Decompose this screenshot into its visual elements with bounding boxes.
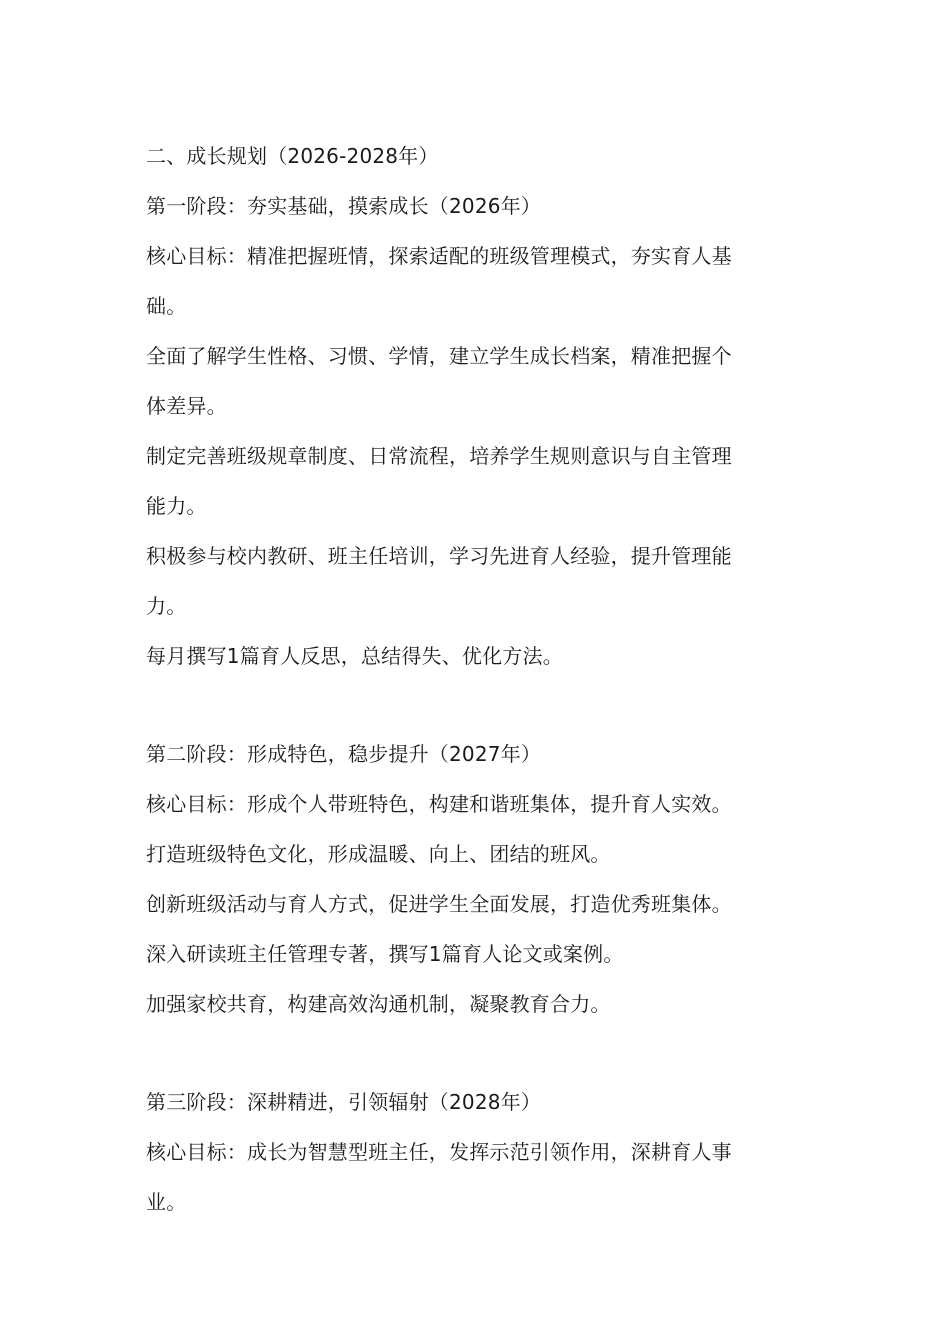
stage3-goal-line1: 核心目标：成长为智慧型班主任，发挥示范引领作用，深耕育人事 [146,1140,732,1164]
stage1-item4: 每月撰写1篇育人反思，总结得失、优化方法。 [146,644,563,668]
stage2-item3: 深入研读班主任管理专著，撰写1篇育人论文或案例。 [146,942,624,966]
document-body [146,131,810,1227]
blank-line [146,681,810,729]
stage1-goal-line2: 础。 [146,294,187,318]
stage1-item1-line1: 全面了解学生性格、习惯、学情，建立学生成长档案，精准把握个 [146,344,732,368]
stage3-goal-line2: 业。 [146,1190,187,1214]
blank-line [146,1029,810,1077]
stage1-item3-line1: 积极参与校内教研、班主任培训，学习先进育人经验，提升管理能 [146,544,732,568]
stage2-title: 第二阶段：形成特色，稳步提升（2027年） [146,742,542,766]
stage3-title: 第三阶段：深耕精进，引领辐射（2028年） [146,1090,542,1114]
stage2-item1: 打造班级特色文化，形成温暖、向上、团结的班风。 [146,842,611,866]
stage1-title: 第一阶段：夯实基础，摸索成长（2026年） [146,194,542,218]
stage1-item3-line2: 力。 [146,594,187,618]
stage1-item2-line2: 能力。 [146,494,207,518]
stage1-item2-line1: 制定完善班级规章制度、日常流程，培养学生规则意识与自主管理 [146,444,732,468]
stage2-goal: 核心目标：形成个人带班特色，构建和谐班集体，提升育人实效。 [146,792,732,816]
stage1-goal-line1: 核心目标：精准把握班情，探索适配的班级管理模式，夯实育人基 [146,244,732,268]
stage2-item2: 创新班级活动与育人方式，促进学生全面发展，打造优秀班集体。 [146,892,732,916]
stage2-item4: 加强家校共育，构建高效沟通机制，凝聚教育合力。 [146,992,611,1016]
stage1-item1-line2: 体差异。 [146,394,227,418]
section-heading: 二、成长规划（2026-2028年） [146,144,439,168]
